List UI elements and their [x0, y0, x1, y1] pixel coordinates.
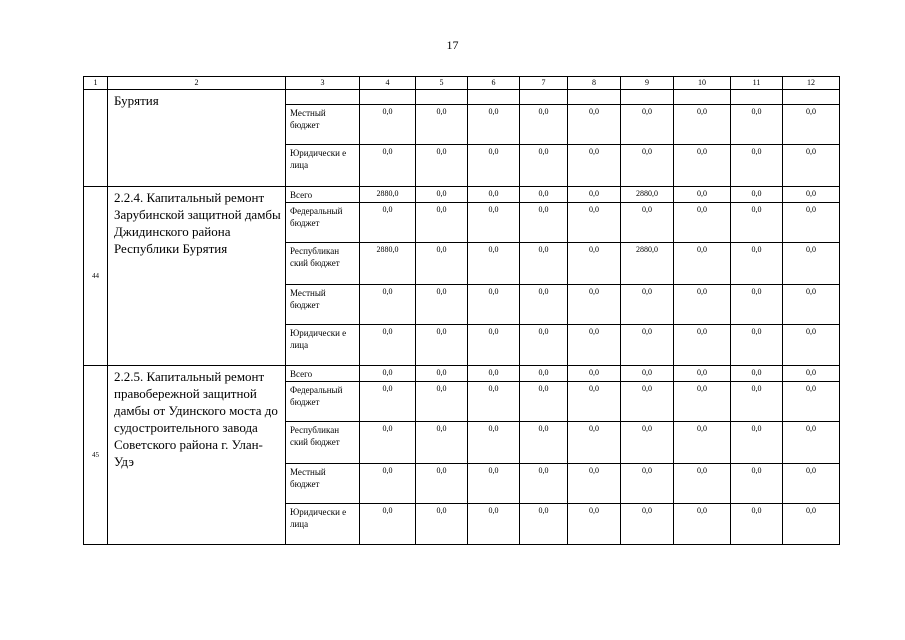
amount-cell: 0,0: [568, 422, 621, 464]
funding-source: Местный бюджет: [286, 285, 360, 325]
amount-cell: 0,0: [783, 243, 840, 285]
amount-cell: 0,0: [674, 105, 731, 145]
amount-cell: 0,0: [568, 504, 621, 545]
amount-cell: 0,0: [674, 464, 731, 504]
amount-cell: 0,0: [674, 422, 731, 464]
amount-cell: 0,0: [731, 504, 783, 545]
amount-cell: 0,0: [468, 285, 520, 325]
amount-cell: [783, 90, 840, 105]
amount-cell: 0,0: [416, 382, 468, 422]
amount-cell: 0,0: [621, 105, 674, 145]
funding-source: Всего: [286, 187, 360, 203]
column-header: 10: [674, 77, 731, 90]
amount-cell: 0,0: [783, 285, 840, 325]
amount-cell: 0,0: [468, 422, 520, 464]
amount-cell: 2880,0: [621, 187, 674, 203]
amount-cell: 0,0: [520, 504, 568, 545]
funding-source: Юридически е лица: [286, 145, 360, 187]
amount-cell: 0,0: [416, 187, 468, 203]
amount-cell: 0,0: [468, 187, 520, 203]
amount-cell: 0,0: [520, 366, 568, 382]
table-row: [84, 366, 840, 382]
amount-cell: 0,0: [520, 203, 568, 243]
amount-cell: [360, 90, 416, 105]
amount-cell: 0,0: [416, 145, 468, 187]
amount-cell: 0,0: [360, 203, 416, 243]
amount-cell: 0,0: [731, 243, 783, 285]
funding-source: Республикан ский бюджет: [286, 243, 360, 285]
amount-cell: 0,0: [360, 382, 416, 422]
amount-cell: 0,0: [360, 464, 416, 504]
column-header: 1: [84, 77, 108, 90]
amount-cell: 0,0: [468, 105, 520, 145]
amount-cell: 0,0: [783, 422, 840, 464]
funding-source: Местный бюджет: [286, 105, 360, 145]
amount-cell: 0,0: [360, 422, 416, 464]
amount-cell: 0,0: [731, 382, 783, 422]
amount-cell: [621, 90, 674, 105]
amount-cell: 0,0: [568, 243, 621, 285]
column-header: 8: [568, 77, 621, 90]
amount-cell: 0,0: [731, 285, 783, 325]
measure-name: 2.2.5. Капитальный ремонт правобережной защитной дамбы от Удинского моста до судостроительного завода Советского района г. Улан-Удэ: [108, 366, 286, 545]
amount-cell: 0,0: [621, 382, 674, 422]
amount-cell: 0,0: [520, 285, 568, 325]
measure-name: 2.2.4. Капитальный ремонт Зарубинской защитной дамбы Джидинского района Республики Бурятия: [108, 187, 286, 366]
amount-cell: 0,0: [783, 203, 840, 243]
amount-cell: 0,0: [520, 382, 568, 422]
amount-cell: 0,0: [568, 366, 621, 382]
amount-cell: 0,0: [416, 422, 468, 464]
column-header: 5: [416, 77, 468, 90]
amount-cell: 0,0: [416, 464, 468, 504]
column-header: 7: [520, 77, 568, 90]
amount-cell: 0,0: [520, 187, 568, 203]
amount-cell: 0,0: [416, 203, 468, 243]
amount-cell: 2880,0: [360, 243, 416, 285]
amount-cell: 0,0: [674, 203, 731, 243]
amount-cell: 0,0: [468, 504, 520, 545]
amount-cell: 0,0: [674, 145, 731, 187]
amount-cell: 0,0: [674, 382, 731, 422]
amount-cell: 0,0: [360, 285, 416, 325]
amount-cell: [568, 90, 621, 105]
amount-cell: 0,0: [783, 105, 840, 145]
row-number: 45: [84, 366, 108, 545]
amount-cell: 0,0: [568, 105, 621, 145]
column-header: 3: [286, 77, 360, 90]
amount-cell: 0,0: [416, 504, 468, 545]
amount-cell: 0,0: [520, 105, 568, 145]
column-header: 12: [783, 77, 840, 90]
amount-cell: 0,0: [621, 464, 674, 504]
amount-cell: 2880,0: [621, 243, 674, 285]
amount-cell: 0,0: [416, 243, 468, 285]
amount-cell: 0,0: [731, 105, 783, 145]
amount-cell: 0,0: [674, 504, 731, 545]
column-header: 9: [621, 77, 674, 90]
amount-cell: 0,0: [621, 504, 674, 545]
amount-cell: 0,0: [568, 464, 621, 504]
amount-cell: [674, 90, 731, 105]
amount-cell: 0,0: [360, 366, 416, 382]
amount-cell: 0,0: [568, 382, 621, 422]
row-number: [84, 90, 108, 187]
amount-cell: 0,0: [731, 203, 783, 243]
measure-name: Бурятия: [108, 90, 286, 187]
amount-cell: 0,0: [416, 285, 468, 325]
column-header: 6: [468, 77, 520, 90]
column-header-row: [84, 77, 840, 90]
amount-cell: 0,0: [731, 145, 783, 187]
amount-cell: 0,0: [621, 325, 674, 366]
funding-source: Местный бюджет: [286, 464, 360, 504]
amount-cell: 2880,0: [360, 187, 416, 203]
amount-cell: 0,0: [783, 325, 840, 366]
funding-source: Республикан ский бюджет: [286, 422, 360, 464]
amount-cell: 0,0: [568, 203, 621, 243]
amount-cell: 0,0: [360, 105, 416, 145]
column-header: 2: [108, 77, 286, 90]
amount-cell: 0,0: [520, 464, 568, 504]
amount-cell: 0,0: [520, 145, 568, 187]
funding-source: Юридически е лица: [286, 504, 360, 545]
amount-cell: 0,0: [731, 422, 783, 464]
amount-cell: 0,0: [416, 105, 468, 145]
amount-cell: 0,0: [468, 382, 520, 422]
amount-cell: 0,0: [783, 464, 840, 504]
table-row: [84, 187, 840, 203]
amount-cell: 0,0: [731, 187, 783, 203]
funding-source: Федеральный бюджет: [286, 382, 360, 422]
amount-cell: 0,0: [674, 366, 731, 382]
amount-cell: 0,0: [360, 325, 416, 366]
amount-cell: 0,0: [783, 187, 840, 203]
amount-cell: 0,0: [468, 325, 520, 366]
amount-cell: 0,0: [731, 366, 783, 382]
funding-source: Всего: [286, 366, 360, 382]
amount-cell: 0,0: [674, 285, 731, 325]
amount-cell: 0,0: [731, 325, 783, 366]
amount-cell: 0,0: [783, 382, 840, 422]
amount-cell: 0,0: [731, 464, 783, 504]
amount-cell: 0,0: [621, 203, 674, 243]
amount-cell: [416, 90, 468, 105]
amount-cell: 0,0: [468, 366, 520, 382]
amount-cell: [468, 90, 520, 105]
amount-cell: 0,0: [621, 145, 674, 187]
amount-cell: 0,0: [621, 422, 674, 464]
page-number: 17: [446, 38, 459, 52]
amount-cell: 0,0: [360, 145, 416, 187]
amount-cell: 0,0: [416, 325, 468, 366]
amount-cell: 0,0: [568, 325, 621, 366]
amount-cell: 0,0: [783, 145, 840, 187]
amount-cell: 0,0: [674, 187, 731, 203]
amount-cell: 0,0: [520, 422, 568, 464]
amount-cell: 0,0: [468, 464, 520, 504]
column-header: 11: [731, 77, 783, 90]
amount-cell: 0,0: [568, 285, 621, 325]
amount-cell: 0,0: [621, 366, 674, 382]
row-number: 44: [84, 187, 108, 366]
amount-cell: 0,0: [674, 325, 731, 366]
amount-cell: 0,0: [783, 504, 840, 545]
budget-table: [83, 76, 840, 545]
funding-source: Федеральный бюджет: [286, 203, 360, 243]
funding-source: [286, 90, 360, 105]
amount-cell: 0,0: [520, 243, 568, 285]
amount-cell: 0,0: [520, 325, 568, 366]
amount-cell: 0,0: [568, 187, 621, 203]
amount-cell: 0,0: [468, 203, 520, 243]
amount-cell: 0,0: [468, 243, 520, 285]
amount-cell: [520, 90, 568, 105]
table-row: [84, 90, 840, 105]
column-header: 4: [360, 77, 416, 90]
amount-cell: [731, 90, 783, 105]
amount-cell: 0,0: [783, 366, 840, 382]
amount-cell: 0,0: [621, 285, 674, 325]
amount-cell: 0,0: [468, 145, 520, 187]
funding-source: Юридически е лица: [286, 325, 360, 366]
amount-cell: 0,0: [360, 504, 416, 545]
amount-cell: 0,0: [674, 243, 731, 285]
amount-cell: 0,0: [416, 366, 468, 382]
amount-cell: 0,0: [568, 145, 621, 187]
